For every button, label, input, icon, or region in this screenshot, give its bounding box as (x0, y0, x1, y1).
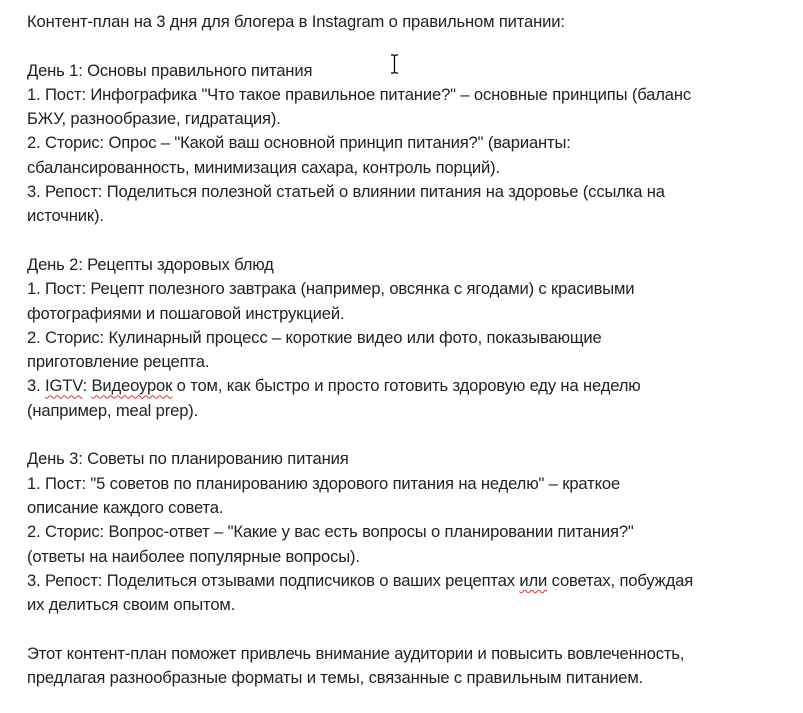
day-2-section (27, 253, 797, 423)
igtv-prefix: 3. (27, 376, 45, 396)
document-body[interactable] (27, 10, 797, 690)
blank-line (27, 617, 797, 641)
misspelled-word-videourok[interactable]: Видеоурок (91, 376, 173, 396)
day-2-line-2: фотографиями и пошаговой инструкцией. (27, 303, 345, 323)
day-2-line-6: (например, meal prep). (27, 400, 199, 420)
day-3-line-3: 2. Сторис: Вопрос-ответ – "Какие у вас есть вопросы о планировании питания?" (27, 522, 634, 542)
day-3-line-1: 1. Пост: "5 советов по планированию здорового питания на неделю" – краткое (27, 473, 621, 493)
day-2-line-1: 1. Пост: Рецепт полезного завтрака (например, овсянка с ягодами) с красивыми (27, 279, 635, 299)
day-3-line-6: их делиться своим опытом. (27, 595, 236, 615)
misspelled-word-ili[interactable]: или (519, 570, 548, 590)
day-3-line-4: (ответы на наиболее популярные вопросы). (27, 546, 360, 566)
day-3-title: День 3: Советы по планированию питания (27, 449, 349, 469)
day-1-line-4: сбалансированность, минимизация сахара, контроль порций). (27, 157, 501, 177)
repost-before: 3. Репост: Поделиться отзывами подписчиков о ваших рецептах (27, 570, 520, 590)
blank-line (27, 229, 797, 253)
blank-line (27, 34, 797, 58)
day-1-line-5: 3. Репост: Поделиться полезной статьей о влиянии питания на здоровье (ссылка на (27, 182, 665, 202)
misspelled-word-igtv[interactable]: IGTV (45, 376, 83, 396)
text-ibeam-cursor-icon (390, 54, 399, 74)
conclusion-section (27, 642, 797, 691)
day-2-title: День 2: Рецепты здоровых блюд (27, 254, 274, 274)
blank-line (27, 423, 797, 447)
day-2-line-4: приготовление рецепта. (27, 352, 210, 372)
day-3-section (27, 447, 797, 617)
day-3-line-5 (27, 569, 797, 593)
day-3-line-2: описание каждого совета. (27, 497, 224, 517)
day-2-line-5 (27, 374, 797, 398)
conclusion-line-2: предлагая разнообразные форматы и темы, связанные с правильным питанием. (27, 668, 644, 688)
day-1-line-3: 2. Сторис: Опрос – "Какой ваш основной принцип питания?" (варианты: (27, 133, 571, 153)
repost-after: советах, побуждая (547, 570, 694, 590)
day-2-line-3: 2. Сторис: Кулинарный процесс – короткие видео или фото, показывающие (27, 327, 602, 347)
day-1-title: День 1: Основы правильного питания (27, 60, 313, 80)
igtv-sep: : (82, 376, 92, 396)
day-1-line-6: источник). (27, 206, 104, 226)
intro-line: Контент-план на 3 дня для блогера в Instagram о правильном питании: (27, 12, 565, 31)
conclusion-line-1: Этот контент-план поможет привлечь внимание аудитории и повысить вовлеченность, (27, 643, 685, 663)
day-1-section (27, 59, 797, 229)
day-1-line-2: БЖУ, разнообразие, гидратация). (27, 109, 281, 129)
day-1-line-1: 1. Пост: Инфографика "Что такое правильное питание?" – основные принципы (баланс (27, 84, 692, 104)
igtv-rest: о том, как быстро и просто готовить здоровую еду на неделю (172, 376, 641, 396)
